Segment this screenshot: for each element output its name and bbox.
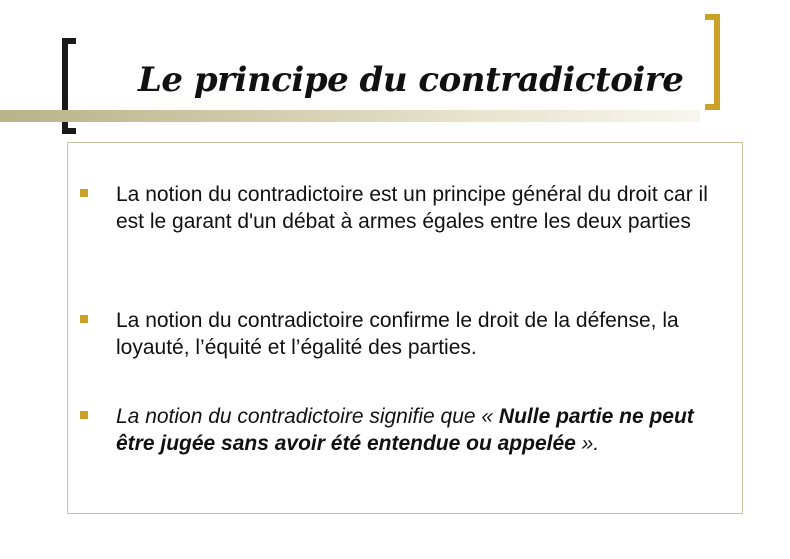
bullet-text-intro: La notion du contradictoire signifie que « bbox=[116, 405, 499, 428]
slide-title: Le principe du contradictoire bbox=[138, 60, 684, 100]
bullet-text-quote: Nulle partie ne peut être jugée sans avoir été entendue ou appelée bbox=[116, 405, 694, 455]
right-bracket-decoration bbox=[705, 14, 720, 110]
square-bullet-icon bbox=[80, 411, 88, 419]
content-box bbox=[67, 142, 743, 514]
title-underline-bar bbox=[0, 110, 700, 122]
bullet-text: La notion du contradictoire confirme le droit de la défense, la loyauté, l’équité et l’égalité des parties. bbox=[116, 309, 679, 359]
square-bullet-icon bbox=[80, 189, 88, 197]
square-bullet-icon bbox=[80, 315, 88, 323]
bullet-text-outro: ». bbox=[575, 432, 600, 455]
bullet-text bbox=[116, 403, 732, 457]
bullet-text: La notion du contradictoire est un principe général du droit car il est le garant d'un débat à armes égales entre les deux parties bbox=[116, 183, 708, 233]
